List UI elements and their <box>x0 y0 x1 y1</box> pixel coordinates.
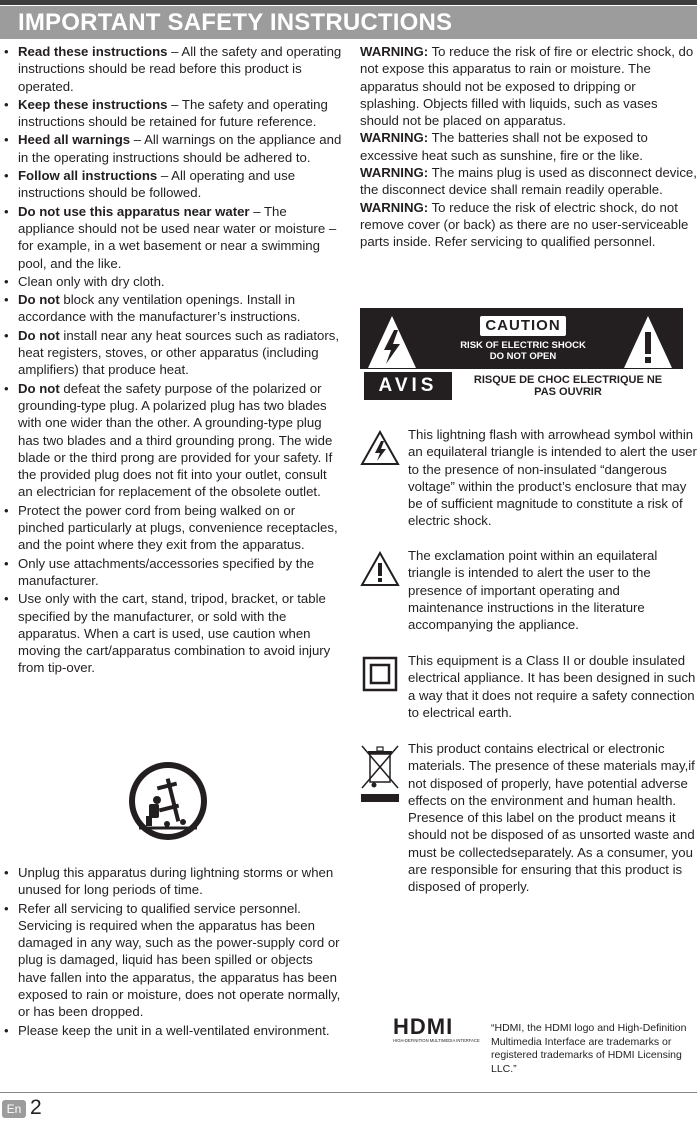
svg-text:HDMI: HDMI <box>393 1016 454 1039</box>
left-column <box>0 43 342 678</box>
caution-label <box>360 308 683 404</box>
list-item: • Do not block any ventilation openings. Install in accordance with the manufacturer’s instructions. <box>4 292 301 325</box>
weee-bin-icon <box>360 744 400 804</box>
footer-rule <box>0 1092 697 1093</box>
exclamation-triangle-icon <box>622 314 674 372</box>
list-item: • Only use attachments/accessories specified by the manufacturer. <box>4 555 315 588</box>
warning-paragraph: WARNING: The batteries shall not be exposed to excessive heat such as sunshine, fire or the like. <box>360 130 648 163</box>
symbol-description-part-2: Presence of this label on the product means it should not be disposed of as unsorted waste and must be collectedseparately. As a consumer, you are responsible for ensuring that this product is disposed of properly. <box>408 810 695 895</box>
svg-text:HIGH-DEFINITION MULTIMEDIA INT: HIGH-DEFINITION MULTIMEDIA INTERFACE <box>393 1038 480 1043</box>
list-item: • Follow all instructions – All operating and use instructions should be followed. <box>4 168 296 201</box>
caution-line-1: RISK OF ELECTRIC SHOCK <box>460 340 586 351</box>
list-item: • Please keep the unit in a well-ventilated environment. <box>4 1022 330 1038</box>
cart-tipover-warning-icon <box>127 760 209 842</box>
page-number: 2 <box>30 1096 42 1119</box>
warning-paragraph: WARNING: The mains plug is used as disconnect device, the disconnect device shall remain readily operable. <box>360 165 697 198</box>
list-item: • Do not install near any heat sources such as radiators, heat registers, stoves, or other apparatus (including amplifiers) that produce heat. <box>4 327 340 378</box>
class-ii-icon <box>360 656 400 692</box>
list-item: • Heed all warnings – All warnings on the appliance and in the operating instructions should be adhered to. <box>4 132 342 165</box>
symbol-description: This equipment is a Class II or double insulated electrical appliance. It has been designed in such a way that it does not require a safety connection to electrical earth. <box>408 653 696 720</box>
section-header <box>0 6 697 39</box>
lightning-triangle-icon <box>360 430 400 466</box>
list-item: • Do not use this apparatus near water – The appliance should not be used near water or moisture – for example, in a wet basement or near a swimming pool, and the like. <box>4 203 337 271</box>
avis-label: AVIS <box>364 372 452 400</box>
caution-line-2: DO NOT OPEN <box>489 351 557 362</box>
list-item: • Protect the power cord from being walked on or pinched particularly at plugs, convenience receptacles, and the point where they exit from the apparatus. <box>4 502 338 553</box>
lightning-triangle-icon <box>366 314 418 372</box>
list-item: • Do not defeat the safety purpose of the polarized or grounding-type plug. A polarized plug has two blades with one wider than the other. A grounding-type plug has two blades and a third grounding prong. The wide blade or the third prong are provided for your safety. If the provided plug does not fit into your outlet, consult an electrician for replacement of the obsolete outlet. <box>4 380 333 500</box>
warning-paragraph: WARNING: To reduce the risk of electric shock, do not remove cover (or back) as there are no user-serviceable parts inside. Refer servicing to qualified personnel. <box>360 199 689 250</box>
exclamation-triangle-icon <box>360 551 400 587</box>
list-item: • Keep these instructions – The safety and operating instructions should be retained for future reference. <box>4 96 328 130</box>
list-item: • Refer all servicing to qualified service personnel. Servicing is required when the apparatus has been damaged in any way, such as the power-supply cord or plug is damaged, liquid has been spilled or objects have fallen into the apparatus, the apparatus has been exposed to rain or moisture, does not operate normally, or has been dropped. <box>4 900 341 1020</box>
avis-line-2: PAS OUVRIR <box>534 386 602 398</box>
left-column-bottom <box>0 864 342 1040</box>
language-badge: En <box>2 1100 26 1118</box>
hdmi-trademark-text: “HDMI, the HDMI logo and High-Definition Multimedia Interface are trademarks or registered trademarks of HDMI Licensing LLC.” <box>491 1022 687 1075</box>
list-item: • Read these instructions – All the safety and operating instructions should be read before this product is operated. <box>4 44 342 94</box>
list-item: • Clean only with dry cloth. <box>4 273 165 289</box>
symbol-description <box>408 740 697 896</box>
list-item: • Use only with the cart, stand, tripod, bracket, or table specified by the manufacturer, or sold with the apparatus. When a cart is used, use caution when moving the cart/apparatus combination to avoid injury from tip-over. <box>4 591 331 676</box>
warnings-block <box>360 43 697 251</box>
top-rule <box>0 0 697 5</box>
caution-title: CAUTION <box>480 316 566 336</box>
symbol-description: This lightning flash with arrowhead symbol within an equilateral triangle is intended to alert the user to the presence of non-insulated “dangerous voltage” within the product’s enclosure that may be of sufficient magnitude to constitute a risk of electric shock. <box>408 427 697 529</box>
symbol-description-part-1: This product contains electrical or electronic materials. The presence of these materials may,if not disposed of properly, have potential adverse effects on the environment and human health. <box>408 741 695 808</box>
symbol-description: The exclamation point within an equilateral triangle is intended to alert the user to the presence of important operating and maintenance instructions in the literature accompanying the appliance. <box>408 548 658 633</box>
list-item: • Unplug this apparatus during lightning storms or when unused for long periods of time. <box>4 865 334 898</box>
warning-paragraph: WARNING: To reduce the risk of fire or electric shock, do not expose this apparatus to rain or moisture. The apparatus should not be exposed to dripping or splashing. Objects filled with liquids, such as vases should not be placed on apparatus. <box>360 44 694 129</box>
page-title: IMPORTANT SAFETY INSTRUCTIONS <box>18 9 453 36</box>
avis-line-1: RISQUE DE CHOC ELECTRIQUE NE <box>473 374 663 386</box>
